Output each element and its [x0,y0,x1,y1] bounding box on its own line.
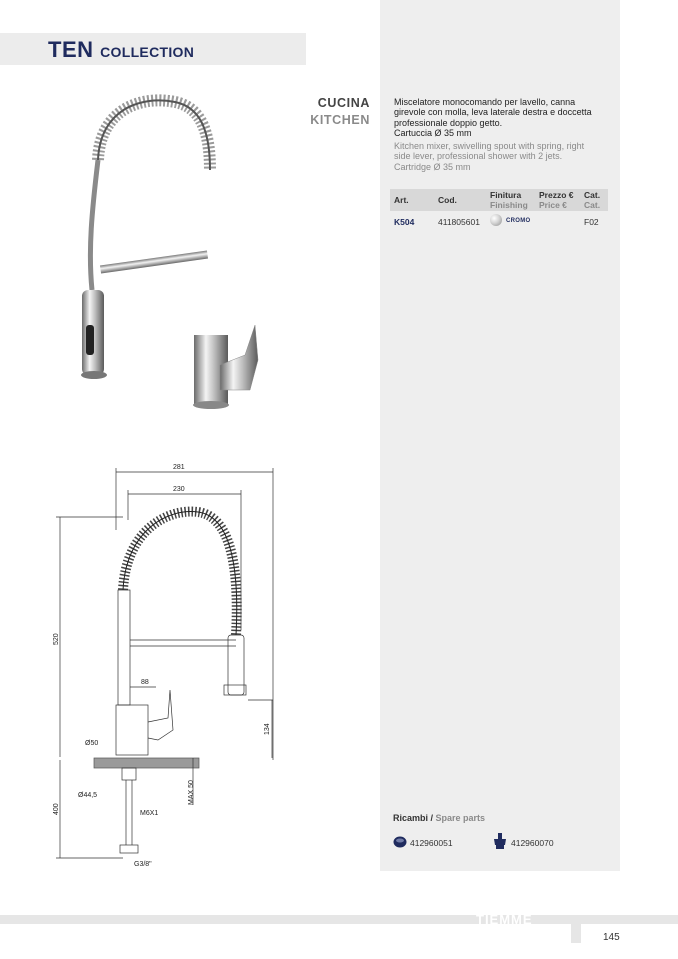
row-cat: F02 [584,217,599,227]
collection-title [48,37,194,63]
col-price-it: Prezzo € [539,190,574,200]
description-line: Cartridge Ø 35 mm [394,161,471,172]
category-it: CUCINA [317,96,370,110]
col-finish-it: Finitura [490,190,522,200]
col-cat-en: Cat. [584,199,601,210]
dim-88: 88 [141,679,149,686]
technical-drawing [48,460,288,880]
spare-part-code: 412960070 [511,838,554,848]
col-finish-en: Finishing [490,199,528,210]
description-line: Kitchen mixer, swivelling spout with spring, right [394,141,585,151]
row-finish: CROMO [506,218,531,224]
page-number: 145 [603,932,620,943]
description-line: side lever, professional shower with 2 jets. [394,151,563,162]
spare-parts-title-en: Spare parts [435,813,486,823]
spare-part-code: 412960051 [410,838,453,848]
footer-pipe-graphic [555,915,585,945]
dim-134: 134 [264,723,271,735]
col-price-en: Price € [539,199,567,210]
col-cat-it: Cat. [584,190,601,200]
description-line: girevole con molla, leva laterale destra e doccetta [394,107,592,118]
col-finish [490,191,528,210]
col-art: Art. [394,195,409,205]
fixing-kit-icon [493,833,507,849]
description-line: professionale doppio getto. [394,117,503,128]
dim-400: 400 [53,803,60,815]
cartridge-icon [393,835,407,849]
category-en: KITCHEN [310,113,370,127]
footer-brand: TIEMME [476,912,533,927]
dim-230: 230 [173,486,185,493]
row-art: K504 [394,217,415,227]
row-cod: 411805601 [438,217,480,227]
dim-g38: G3/8" [134,861,152,868]
chrome-swatch-icon [490,214,502,226]
description-en [394,141,609,172]
spare-parts-title-it: Ricambi / [393,813,434,823]
product-image [70,90,270,420]
description-it [394,97,609,139]
col-price [539,191,574,210]
dim-hole-diameter: Ø44,5 [78,792,98,799]
description-line: Cartuccia Ø 35 mm [394,128,472,139]
spare-parts-title [393,813,485,823]
dim-max-50: MAX 50 [188,780,195,805]
dim-520: 520 [53,633,60,645]
description-line: Miscelatore monocomando per lavello, canna [394,97,576,107]
dim-body-diameter: Ø50 [85,740,99,747]
dim-281: 281 [173,464,185,471]
col-cod: Cod. [438,195,457,205]
dim-m6x1: M6X1 [140,810,159,817]
brand-name: TEN [48,37,94,62]
collection-label: COLLECTION [100,44,195,60]
col-cat [584,191,600,210]
